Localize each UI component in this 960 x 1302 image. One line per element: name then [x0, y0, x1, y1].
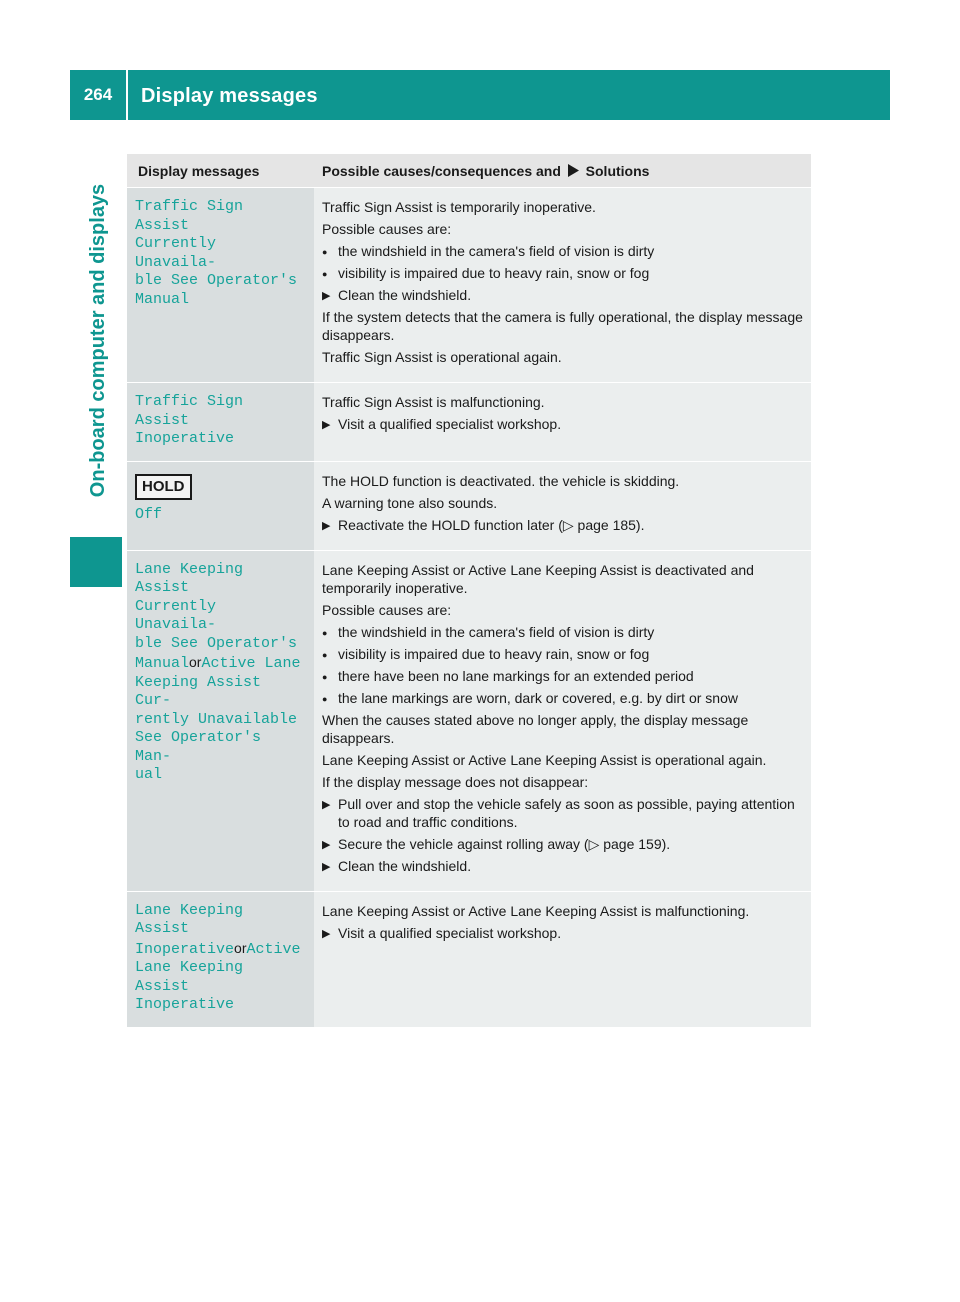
action-text: Visit a qualified specialist workshop. [338, 416, 562, 432]
display-message-line [135, 561, 306, 598]
chapter-label-text: On-board computer and displays [87, 183, 110, 497]
display-message-line [135, 291, 306, 310]
description-text: If the system detects that the camera is fully operational, the display message disappears. [322, 309, 803, 343]
display-message-cell [127, 891, 314, 1027]
solution-cell [314, 383, 811, 462]
display-message-line [135, 674, 306, 711]
solution-cell [314, 188, 811, 383]
bullet-item [322, 242, 803, 260]
description-text: Lane Keeping Assist or Active Lane Keeping Assist is deactivated and temporarily inoperative. [322, 561, 754, 596]
message-text: Active Lane [201, 655, 301, 672]
solution-cell [314, 891, 811, 1027]
bullet-marker: ● [322, 627, 328, 638]
solution-cell [314, 461, 811, 550]
message-text: Active [246, 940, 301, 958]
description-text: A warning tone also sounds. [322, 494, 498, 511]
display-message-cell [127, 188, 314, 383]
bullet-text: the windshield in the camera's field of vision is dirty [338, 243, 655, 259]
message-text: Manual [135, 655, 190, 672]
message-text: rently Unavailable [135, 710, 298, 728]
bullet-marker: ● [322, 671, 328, 682]
bullet-item [322, 689, 803, 707]
description-text: When the causes stated above no longer apply, the display message disappears. [322, 711, 749, 746]
action-item [322, 857, 803, 875]
triangle-right-icon [568, 164, 579, 177]
message-text: ual [135, 766, 163, 783]
display-message-cell [127, 383, 314, 462]
description-text: Possible causes are: [322, 601, 452, 618]
or-connector: or [189, 654, 202, 670]
bullet-text: the windshield in the camera's field of vision is dirty [338, 623, 655, 640]
description-text: The HOLD function is deactivated. the vehicle is skidding. [322, 472, 680, 489]
bullet-text: visibility is impaired due to heavy rain, snow or fog [338, 265, 650, 281]
description-text: Traffic Sign Assist is malfunctioning. [322, 394, 545, 410]
bullet-text: visibility is impaired due to heavy rain, snow or fog [338, 645, 650, 662]
page-title: Display messages [141, 85, 318, 107]
table-row [127, 461, 811, 550]
action-item [322, 286, 803, 304]
display-message-line [135, 939, 306, 960]
column-header-messages: Display messages [127, 154, 314, 188]
chapter-marker [70, 537, 122, 587]
message-text: Keeping Assist Cur‐ [135, 673, 262, 709]
action-marker: ▶ [322, 290, 331, 302]
description-text: Lane Keeping Assist or Active Lane Keeping Assist is operational again. [322, 751, 767, 768]
message-text: Traffic Sign Assist [135, 198, 244, 234]
message-text: Currently Unavaila‐ [135, 235, 217, 271]
message-text: Manual [135, 290, 190, 308]
message-text: Lane Keeping Assist [135, 560, 244, 596]
message-text: See Operator's Man‐ [135, 729, 262, 765]
bullet-marker: ● [322, 693, 328, 704]
column-header-solutions-label: Possible causes/consequences and [322, 162, 561, 179]
display-message-line [135, 766, 306, 785]
display-message-line [135, 635, 306, 654]
message-text: Traffic Sign Assist [135, 393, 244, 429]
table-row [127, 891, 811, 1027]
display-message-line [135, 996, 306, 1015]
bullet-text: there have been no lane markings for an extended period [338, 667, 694, 684]
message-text: Inoperative [135, 996, 235, 1013]
action-marker: ▶ [322, 838, 331, 851]
bullet-marker: ● [322, 649, 328, 660]
action-item [322, 795, 803, 831]
display-message-line [135, 235, 306, 272]
message-text: ble See Operator's [135, 272, 298, 289]
page-number: 264 [83, 85, 113, 104]
bullet-marker: ● [322, 247, 328, 257]
column-header-solutions [314, 154, 811, 188]
display-message-line [135, 902, 306, 939]
action-text: Pull over and stop the vehicle safely as soon as possible, paying attention to road and traffic conditions. [338, 795, 795, 830]
table-row [127, 550, 811, 891]
action-text: Secure the vehicle against rolling away (▷ page 159). [338, 835, 671, 852]
table-row [127, 383, 811, 462]
description-text: Lane Keeping Assist or Active Lane Keeping Assist is malfunctioning. [322, 902, 750, 919]
display-message-line [135, 729, 306, 766]
table-header-row [127, 154, 811, 188]
action-item [322, 516, 803, 534]
display-message-line [135, 198, 306, 235]
action-text: Reactivate the HOLD function later (▷ page 185). [338, 516, 645, 533]
display-message-line [135, 653, 306, 674]
display-message-line [135, 393, 306, 430]
header-divider [126, 70, 128, 120]
display-message-line [135, 711, 306, 730]
description-text: If the display message does not disappear: [322, 773, 589, 790]
message-text: Lane Keeping Assist [135, 901, 244, 937]
action-item [322, 924, 803, 942]
display-message-cell [127, 550, 314, 891]
action-marker: ▶ [322, 860, 331, 873]
display-message-line [135, 959, 306, 996]
bullet-item [322, 667, 803, 685]
action-marker: ▶ [322, 419, 331, 431]
action-item [322, 415, 803, 433]
bullet-marker: ● [322, 269, 328, 279]
bullet-item [322, 645, 803, 663]
solution-cell [314, 550, 811, 891]
action-marker: ▶ [322, 927, 331, 940]
bullet-text: the lane markings are worn, dark or covered, e.g. by dirt or snow [338, 689, 738, 706]
page-header [70, 70, 890, 120]
display-messages-table [127, 154, 811, 1028]
action-text: Clean the windshield. [338, 287, 472, 303]
message-text: ble See Operator's [135, 634, 298, 652]
action-marker: ▶ [322, 798, 331, 811]
message-text: Inoperative [135, 940, 235, 958]
action-item [322, 835, 803, 853]
display-message-line [135, 272, 306, 291]
message-text: Inoperative [135, 430, 235, 447]
display-message-cell [127, 461, 314, 550]
hold-badge: HOLD [135, 474, 192, 500]
message-text: Lane Keeping Assist [135, 959, 244, 995]
bullet-item [322, 264, 803, 282]
message-text: Currently Unavaila‐ [135, 597, 217, 633]
column-header-solutions-tail: Solutions [585, 162, 650, 179]
description-text: Possible causes are: [322, 221, 452, 237]
display-message-line [135, 506, 306, 525]
action-marker: ▶ [322, 519, 331, 532]
message-text: Off [135, 505, 163, 523]
or-connector: or [234, 939, 247, 956]
bullet-item [322, 623, 803, 641]
chapter-side-label [84, 145, 114, 535]
table-body [127, 188, 811, 1028]
description-text: Traffic Sign Assist is operational again. [322, 349, 562, 365]
action-text: Clean the windshield. [338, 857, 472, 874]
action-text: Visit a qualified specialist workshop. [338, 924, 562, 941]
description-text: Traffic Sign Assist is temporarily inoperative. [322, 199, 596, 215]
display-message-line [135, 598, 306, 635]
table-row [127, 188, 811, 383]
display-message-line [135, 430, 306, 449]
